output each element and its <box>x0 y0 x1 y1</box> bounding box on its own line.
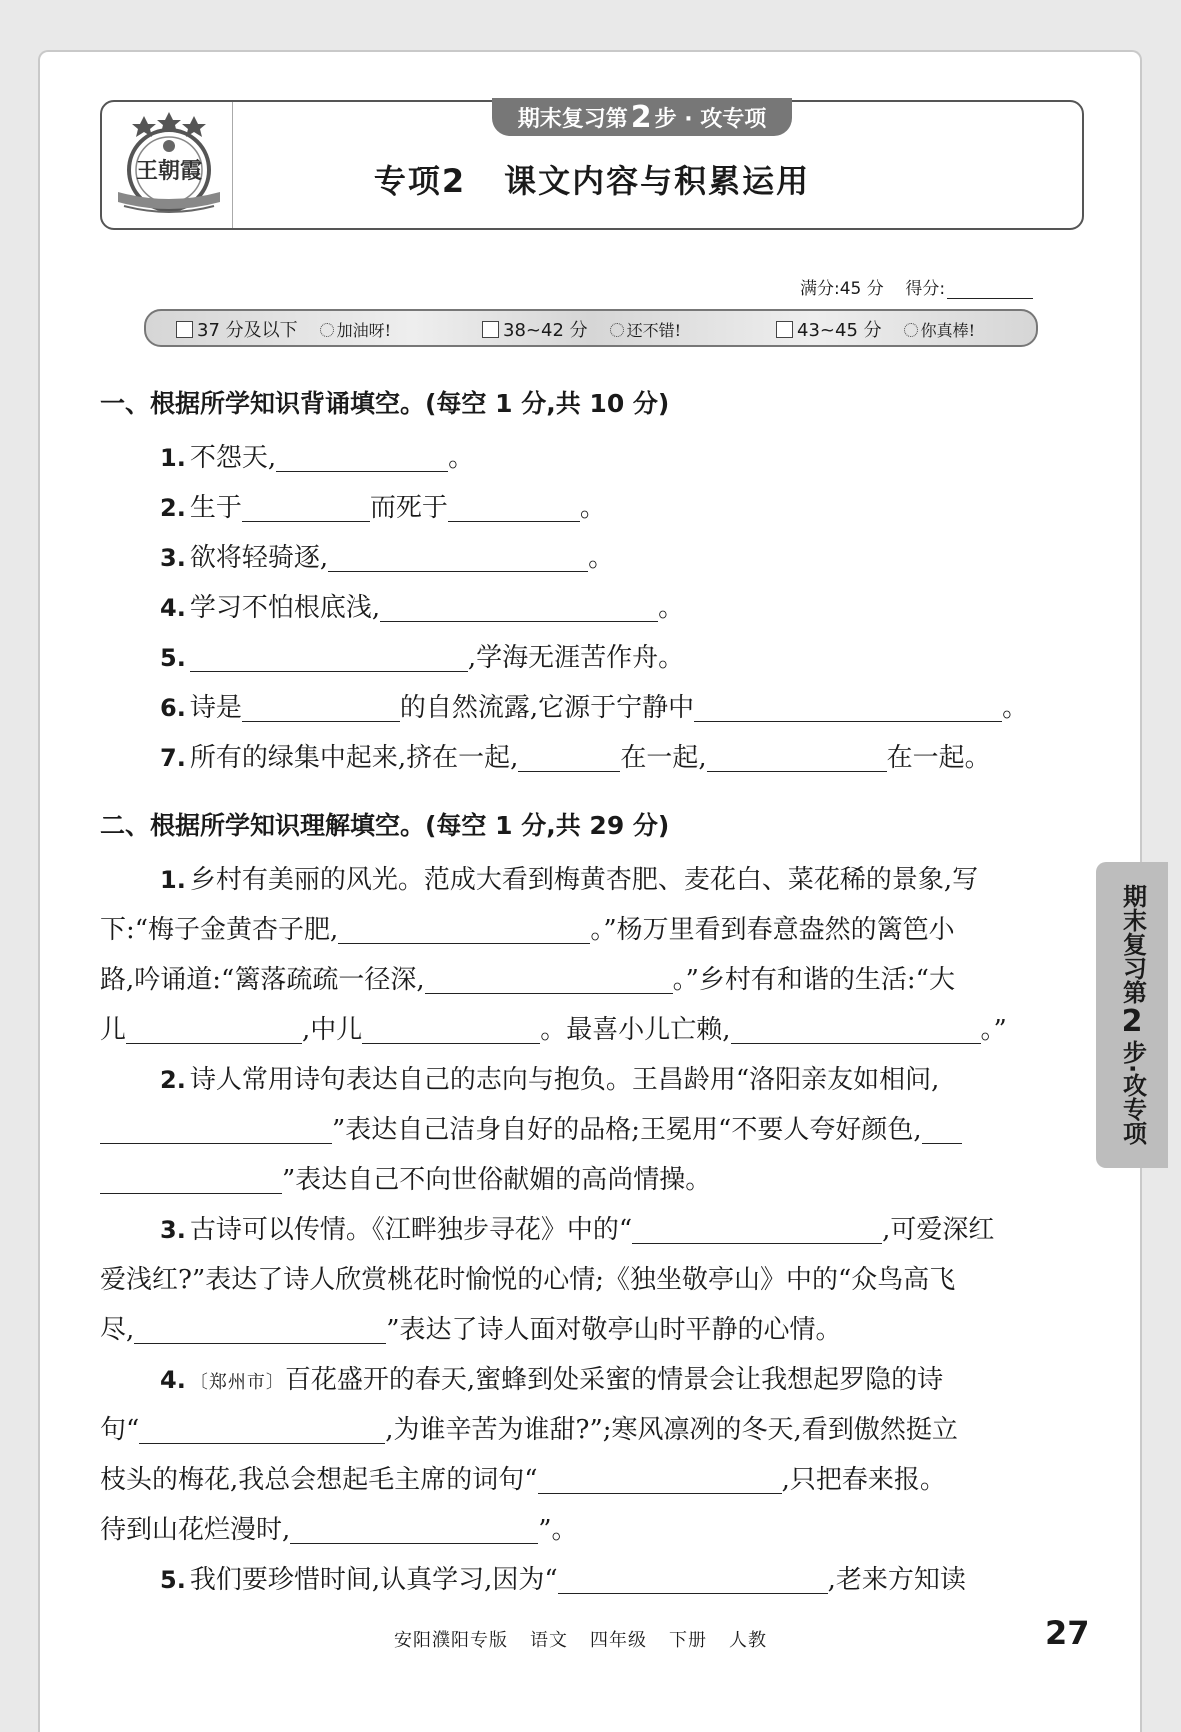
s2-q5-line-1 <box>160 1559 1080 1596</box>
page-number: 27 <box>1045 1614 1090 1652</box>
answer-blank[interactable] <box>328 545 588 572</box>
question-number: 3. <box>160 544 186 572</box>
footer-edition: 安阳濮阳专版 <box>394 1630 508 1651</box>
question-text: 乡村有美丽的风光。范成大看到梅黄杏肥、麦花白、菜花稀的景象,写 <box>189 865 979 895</box>
smiley-icon <box>610 323 624 337</box>
s2-q4-line-2 <box>100 1409 1080 1446</box>
question-number: 1. <box>160 444 186 472</box>
question-text: 尽, <box>100 1315 135 1345</box>
answer-blank[interactable] <box>242 495 370 522</box>
question-text: 所有的绿集中起来,挤在一起, <box>189 743 519 773</box>
question-text: ”。 <box>538 1515 578 1545</box>
answer-blank[interactable] <box>448 495 580 522</box>
s2-q1-line-3 <box>100 959 1080 996</box>
question-number: 2. <box>160 494 186 522</box>
answer-blank[interactable] <box>362 1017 540 1044</box>
answer-blank[interactable] <box>558 1567 828 1594</box>
footer-publisher: 人教 <box>729 1630 767 1651</box>
answer-blank[interactable] <box>290 1517 538 1544</box>
question-text: 不怨天, <box>189 443 277 473</box>
side-tab-number: 2 <box>1121 1004 1143 1040</box>
question-text: 。 <box>658 593 685 623</box>
logo-text: 王朝霞 <box>135 158 203 184</box>
footer-volume: 下册 <box>669 1630 707 1651</box>
question-text: 诗人常用诗句表达自己的志向与抱负。王昌龄用“洛阳亲友如相问, <box>189 1065 940 1095</box>
title-number: 专项2 <box>373 162 467 200</box>
footer <box>394 1626 789 1652</box>
rating-item-high <box>776 316 975 342</box>
question-text: 爱浅红?”表达了诗人欣赏桃花时愉悦的心情;《独坐敬亭山》中的“众鸟高飞 <box>100 1265 956 1295</box>
answer-blank[interactable] <box>242 695 400 722</box>
rating-cheer <box>904 318 975 341</box>
rating-cheer-text: 你真棒! <box>920 320 976 340</box>
question-text: 。”杨万里看到春意盎然的篱笆小 <box>590 915 955 945</box>
question-text: ,可爱深红 <box>882 1215 995 1245</box>
s1-question-3 <box>160 537 614 574</box>
question-text: 。” <box>980 1015 1007 1045</box>
question-text: 枝头的梅花,我总会想起毛主席的词句“ <box>100 1465 538 1495</box>
question-text: 。最喜小儿亡赖, <box>540 1015 731 1045</box>
section-1-title: 一、根据所学知识背诵填空。(每空 1 分,共 10 分) <box>100 389 670 418</box>
s2-q1-line-2 <box>100 909 1080 946</box>
page-title <box>102 156 1082 202</box>
side-tab <box>1096 862 1168 1168</box>
question-text: ,只把春来报。 <box>781 1465 946 1495</box>
s2-q4-line-4 <box>100 1509 1080 1546</box>
s2-q3-line-3 <box>100 1309 1080 1346</box>
question-number: 5. <box>160 1566 186 1594</box>
question-number: 6. <box>160 694 186 722</box>
answer-blank[interactable] <box>276 445 448 472</box>
s2-q2-line-3 <box>100 1159 1080 1196</box>
question-number: 1. <box>160 866 186 894</box>
question-text: ,为谁辛苦为谁甜?”;寒风凛冽的冬天,看到傲然挺立 <box>385 1415 958 1445</box>
question-text: 诗是 <box>189 693 242 723</box>
smiley-icon <box>904 323 918 337</box>
rating-cheer-text: 加油呀! <box>336 320 392 340</box>
answer-blank[interactable] <box>518 745 620 772</box>
s2-q1-line-4 <box>100 1009 1080 1046</box>
question-text: 我们要珍惜时间,认真学习,因为“ <box>189 1565 558 1595</box>
rating-checkbox-high[interactable] <box>776 321 793 338</box>
rating-item-low <box>176 316 391 342</box>
answer-blank[interactable] <box>731 1017 981 1044</box>
s1-question-6 <box>160 687 1028 724</box>
answer-blank[interactable] <box>707 745 887 772</box>
s1-question-4 <box>160 587 684 624</box>
s2-q3-line-2 <box>100 1259 1080 1296</box>
question-text: 。 <box>448 443 475 473</box>
rating-checkbox-low[interactable] <box>176 321 193 338</box>
answer-blank[interactable] <box>380 595 658 622</box>
rating-cheer-text: 还不错! <box>626 320 682 340</box>
question-text: 生于 <box>189 493 242 523</box>
question-text: 。”乡村有和谐的生活:“大 <box>672 965 955 995</box>
section-2-title: 二、根据所学知识理解填空。(每空 1 分,共 29 分) <box>100 811 670 840</box>
footer-subject: 语文 <box>530 1630 568 1651</box>
question-text: ,中儿 <box>302 1015 363 1045</box>
question-text: ,老来方知读 <box>827 1565 966 1595</box>
answer-blank[interactable] <box>190 645 468 672</box>
score-blank[interactable] <box>947 298 1033 299</box>
question-text: ,学海无涯苦作舟。 <box>467 643 685 673</box>
question-text: 的自然流露,它源于宁静中 <box>399 693 695 723</box>
s1-question-7 <box>160 737 991 774</box>
answer-blank[interactable] <box>632 1217 882 1244</box>
s2-q4-line-1 <box>160 1359 1080 1396</box>
s1-question-1 <box>160 437 474 474</box>
question-number: 3. <box>160 1216 186 1244</box>
question-text: 在一起。 <box>886 743 991 773</box>
question-number: 7. <box>160 744 186 772</box>
rating-cheer <box>320 318 391 341</box>
answer-blank[interactable] <box>538 1467 782 1494</box>
rating-range: 37 分及以下 <box>197 320 298 341</box>
s1-question-5 <box>160 637 684 674</box>
answer-blank[interactable] <box>134 1317 386 1344</box>
footer-grade: 四年级 <box>590 1630 647 1651</box>
question-text: 百花盛开的春天,蜜蜂到处采蜜的情景会让我想起罗隐的诗 <box>284 1365 944 1395</box>
question-number: 5. <box>160 644 186 672</box>
question-text: ”表达自己不向世俗献媚的高尚情操。 <box>282 1165 712 1195</box>
s2-q4-line-3 <box>100 1459 1080 1496</box>
step-tab-prefix: 期末复习第 <box>517 106 628 132</box>
question-text: 路,吟诵道:“篱落疏疏一径深, <box>100 965 425 995</box>
rating-range: 43~45 分 <box>797 320 882 341</box>
question-text: 。 <box>579 493 606 523</box>
answer-blank[interactable] <box>694 695 1002 722</box>
question-number: 2. <box>160 1066 186 1094</box>
step-tab-suffix: 步 · 攻专项 <box>654 106 767 132</box>
title-text: 课文内容与积累运用 <box>504 162 811 200</box>
got-score-label: 得分: <box>905 279 946 299</box>
answer-blank[interactable] <box>100 1167 282 1194</box>
s2-q1-line-1 <box>160 859 1080 896</box>
smiley-icon <box>320 323 334 337</box>
score-line <box>800 274 1033 299</box>
rating-bar <box>144 309 1038 347</box>
answer-blank[interactable] <box>100 1117 332 1144</box>
answer-blank[interactable] <box>139 1417 385 1444</box>
question-text: ”表达自己洁身自好的品格;王冕用“不要人夸好颜色, <box>332 1115 922 1145</box>
question-text: 而死于 <box>369 493 448 523</box>
question-number: 4. <box>160 594 186 622</box>
full-score-label: 满分:45 分 <box>800 279 884 299</box>
header-box <box>100 100 1084 230</box>
s2-q2-line-2 <box>100 1109 1080 1146</box>
region-tag: 〔郑州市〕 <box>189 1372 285 1393</box>
side-tab-text: 期末复习第 <box>1118 884 1147 1005</box>
question-number: 4. <box>160 1366 186 1394</box>
rating-cheer <box>610 318 681 341</box>
s2-q3-line-1 <box>160 1209 1080 1246</box>
answer-blank[interactable] <box>922 1117 962 1144</box>
rating-range: 38~42 分 <box>503 320 588 341</box>
answer-blank[interactable] <box>425 967 673 994</box>
answer-blank[interactable] <box>338 917 590 944</box>
step-tab <box>492 98 792 136</box>
question-text: 古诗可以传情。《江畔独步寻花》中的“ <box>189 1215 633 1245</box>
answer-blank[interactable] <box>126 1017 302 1044</box>
question-text: 下:“梅子金黄杏子肥, <box>100 915 339 945</box>
s2-q2-line-1 <box>160 1059 1080 1096</box>
question-text: 学习不怕根底浅, <box>189 593 381 623</box>
step-tab-number: 2 <box>630 99 652 135</box>
question-text: 在一起, <box>620 743 707 773</box>
question-text: 。 <box>588 543 615 573</box>
rating-item-mid <box>482 316 681 342</box>
question-text: 欲将轻骑逐, <box>189 543 329 573</box>
question-text: ”表达了诗人面对敬亭山时平静的心情。 <box>386 1315 842 1345</box>
rating-checkbox-mid[interactable] <box>482 321 499 338</box>
question-text: 儿 <box>100 1015 127 1045</box>
s1-question-2 <box>160 487 606 524</box>
question-text: 。 <box>1002 693 1029 723</box>
question-text: 句“ <box>100 1415 140 1445</box>
question-text: 待到山花烂漫时, <box>100 1515 291 1545</box>
side-tab-text: 步·攻专项 <box>1118 1040 1147 1146</box>
